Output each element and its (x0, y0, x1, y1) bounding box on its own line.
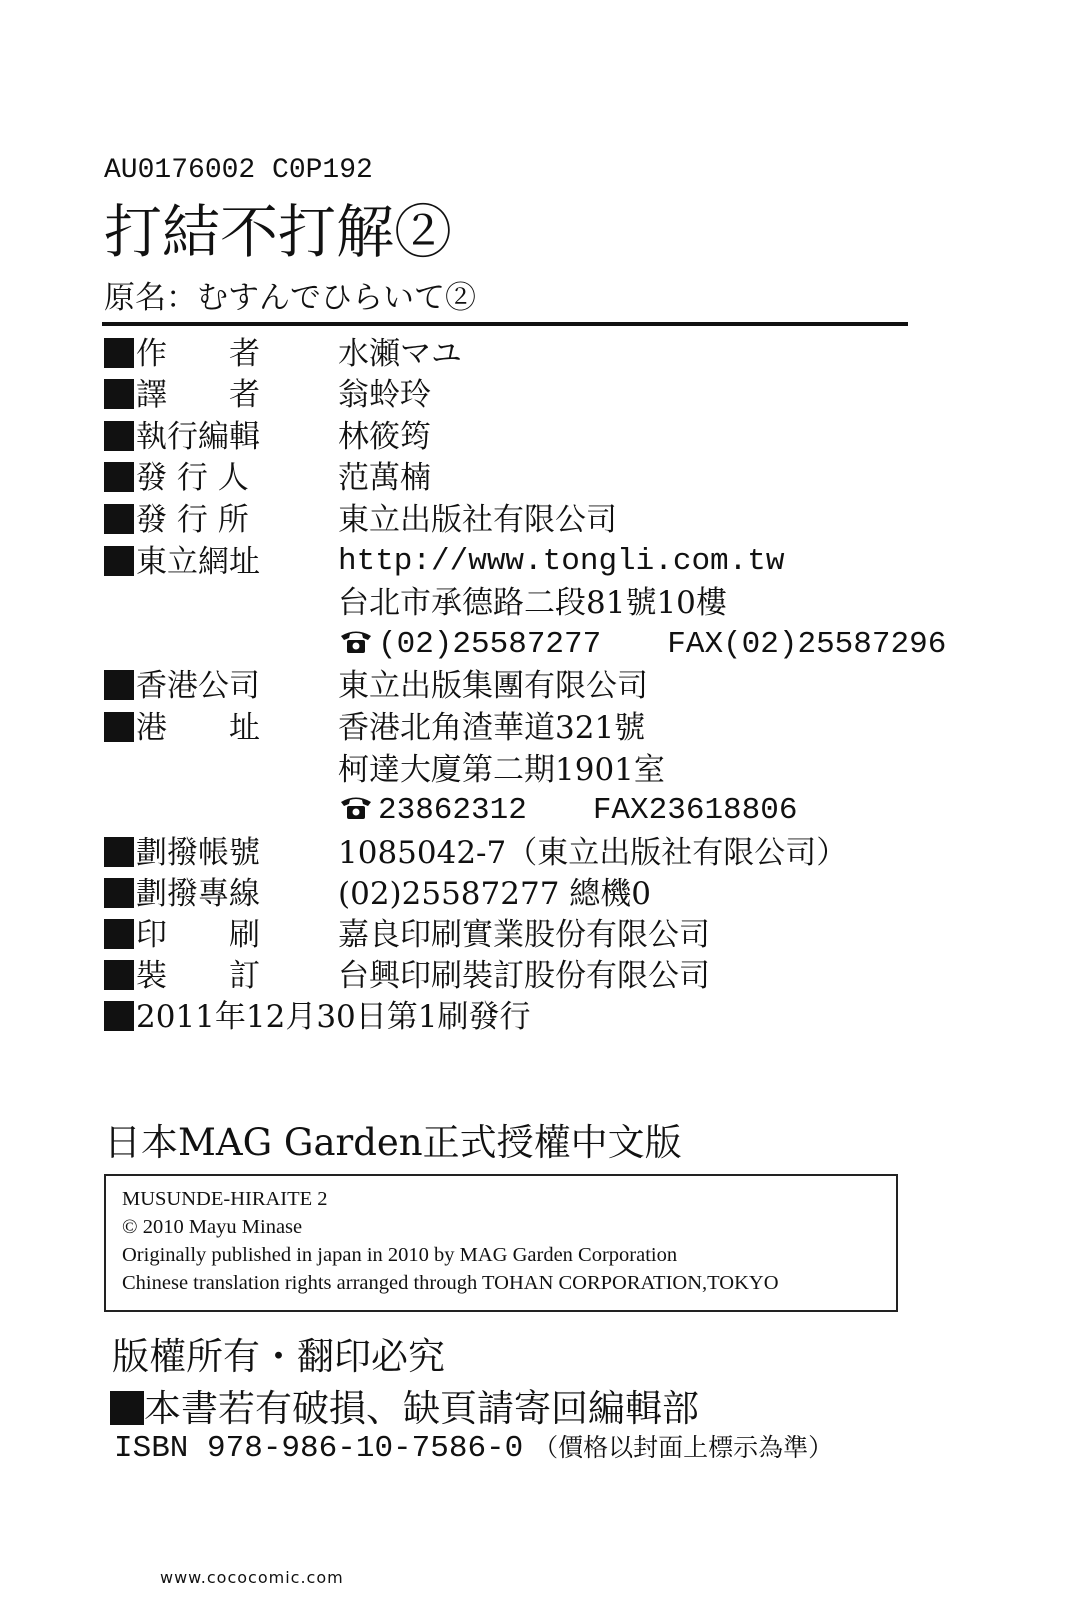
credit-label: 譯 者 (136, 377, 260, 413)
rights-notice: 版權所有・翻印必究 (112, 1335, 445, 1378)
publish-date-row (104, 996, 531, 1038)
credit-value-publishing-house: 東立出版社有限公司 (338, 502, 617, 538)
credit-label: 劃撥帳號 (136, 835, 260, 871)
title-divider (102, 322, 908, 326)
taipei-fax: FAX(02)25587296 (667, 627, 947, 662)
credit-row-author (104, 333, 284, 375)
book-title: 打結不打解② (104, 198, 453, 266)
bullet-square (104, 960, 134, 990)
hk-fax: FAX23618806 (592, 793, 798, 828)
book-code: AU0176002 C0P192 (104, 155, 373, 186)
credit-label: 印 刷 (136, 917, 260, 953)
credit-label: 裝 訂 (136, 958, 260, 994)
credit-value-publisher: 范萬楠 (338, 460, 431, 496)
hk-phone: 23862312 (378, 793, 527, 828)
credit-value-printing: 嘉良印刷實業股份有限公司 (338, 917, 710, 953)
credit-label: 執行編輯 (136, 419, 260, 455)
license-statement: 日本MAG Garden正式授權中文版 (104, 1121, 682, 1164)
bullet-square (104, 670, 134, 700)
credit-row-publisher (104, 457, 284, 499)
bullet-square (104, 878, 134, 908)
isbn-row (114, 1428, 833, 1466)
copyright-line-2: © 2010 Mayu Minase (122, 1216, 303, 1238)
website-url: http://www.tongli.com.tw (338, 544, 785, 579)
copyright-box (104, 1174, 898, 1312)
bullet-square (104, 712, 134, 742)
credit-label: 發 行 所 (136, 502, 249, 538)
credit-value-binding: 台興印刷裝訂股份有限公司 (338, 958, 710, 994)
bullet-square (104, 338, 134, 368)
bullet-square (104, 379, 134, 409)
bullet-square (104, 919, 134, 949)
credit-row-giro-account (104, 832, 284, 874)
credit-row-printing (104, 914, 284, 956)
taipei-phone: (02)25587277 (378, 627, 602, 662)
copyright-line-4: Chinese translation rights arranged through TOHAN CORPORATION,TOKYO (122, 1272, 779, 1294)
credit-value-giro-account: 1085042-7（東立出版社有限公司） (338, 835, 848, 871)
price-note: （價格以封面上標示為準） (533, 1433, 834, 1462)
credit-row-giro-line (104, 873, 284, 915)
isbn: ISBN 978-986-10-7586-0 (114, 1431, 524, 1466)
taipei-address: 台北市承德路二段81號10樓 (338, 585, 727, 621)
credit-row-hk-company (104, 665, 284, 707)
bullet-square (104, 504, 134, 534)
hk-address-line1: 香港北角渣華道321號 (338, 710, 646, 746)
credit-value-translator: 翁蛉玲 (338, 377, 431, 413)
telephone-icon (338, 793, 374, 821)
hk-contact (338, 790, 797, 832)
original-title: 原名：むすんでひらいて② (104, 280, 476, 316)
hk-address-line2: 柯達大廈第二期1901室 (338, 752, 665, 788)
credit-row-website (104, 541, 284, 583)
telephone-icon (338, 627, 374, 655)
damage-notice: 本書若有破損、缺頁請寄回編輯部 (144, 1387, 699, 1430)
credit-label: 香港公司 (136, 668, 260, 704)
credit-row-editor (104, 416, 284, 458)
credit-row-binding (104, 955, 284, 997)
watermark-site: www.cococomic.com (160, 1568, 344, 1587)
credit-value-author: 水瀬マユ (338, 336, 462, 372)
bullet-square (104, 1001, 134, 1031)
credit-label: 劃撥專線 (136, 876, 260, 912)
credit-row-hk-address (104, 707, 284, 749)
bullet-square (104, 837, 134, 867)
credit-value-hk-company: 東立出版集團有限公司 (338, 668, 648, 704)
bullet-square (104, 421, 134, 451)
taipei-contact (338, 624, 946, 666)
damage-notice-row (110, 1378, 699, 1432)
copyright-line-3: Originally published in japan in 2010 by MAG Garden Corporation (122, 1244, 678, 1266)
copyright-line-1: MUSUNDE-HIRAITE 2 (122, 1188, 328, 1210)
credit-label: 作 者 (136, 336, 260, 372)
credit-row-translator (104, 374, 284, 416)
credit-label: 發 行 人 (136, 460, 249, 496)
credit-label: 東立網址 (136, 544, 260, 580)
publish-date: 2011年12月30日第1刷發行 (136, 999, 531, 1035)
credit-row-publishing-house (104, 499, 284, 541)
bullet-square (110, 1391, 144, 1425)
credit-value-giro-line: (02)25587277 總機0 (338, 876, 651, 912)
credit-value-editor: 林筱筠 (338, 419, 431, 455)
bullet-square (104, 546, 134, 576)
bullet-square (104, 462, 134, 492)
credit-label: 港 址 (136, 710, 260, 746)
